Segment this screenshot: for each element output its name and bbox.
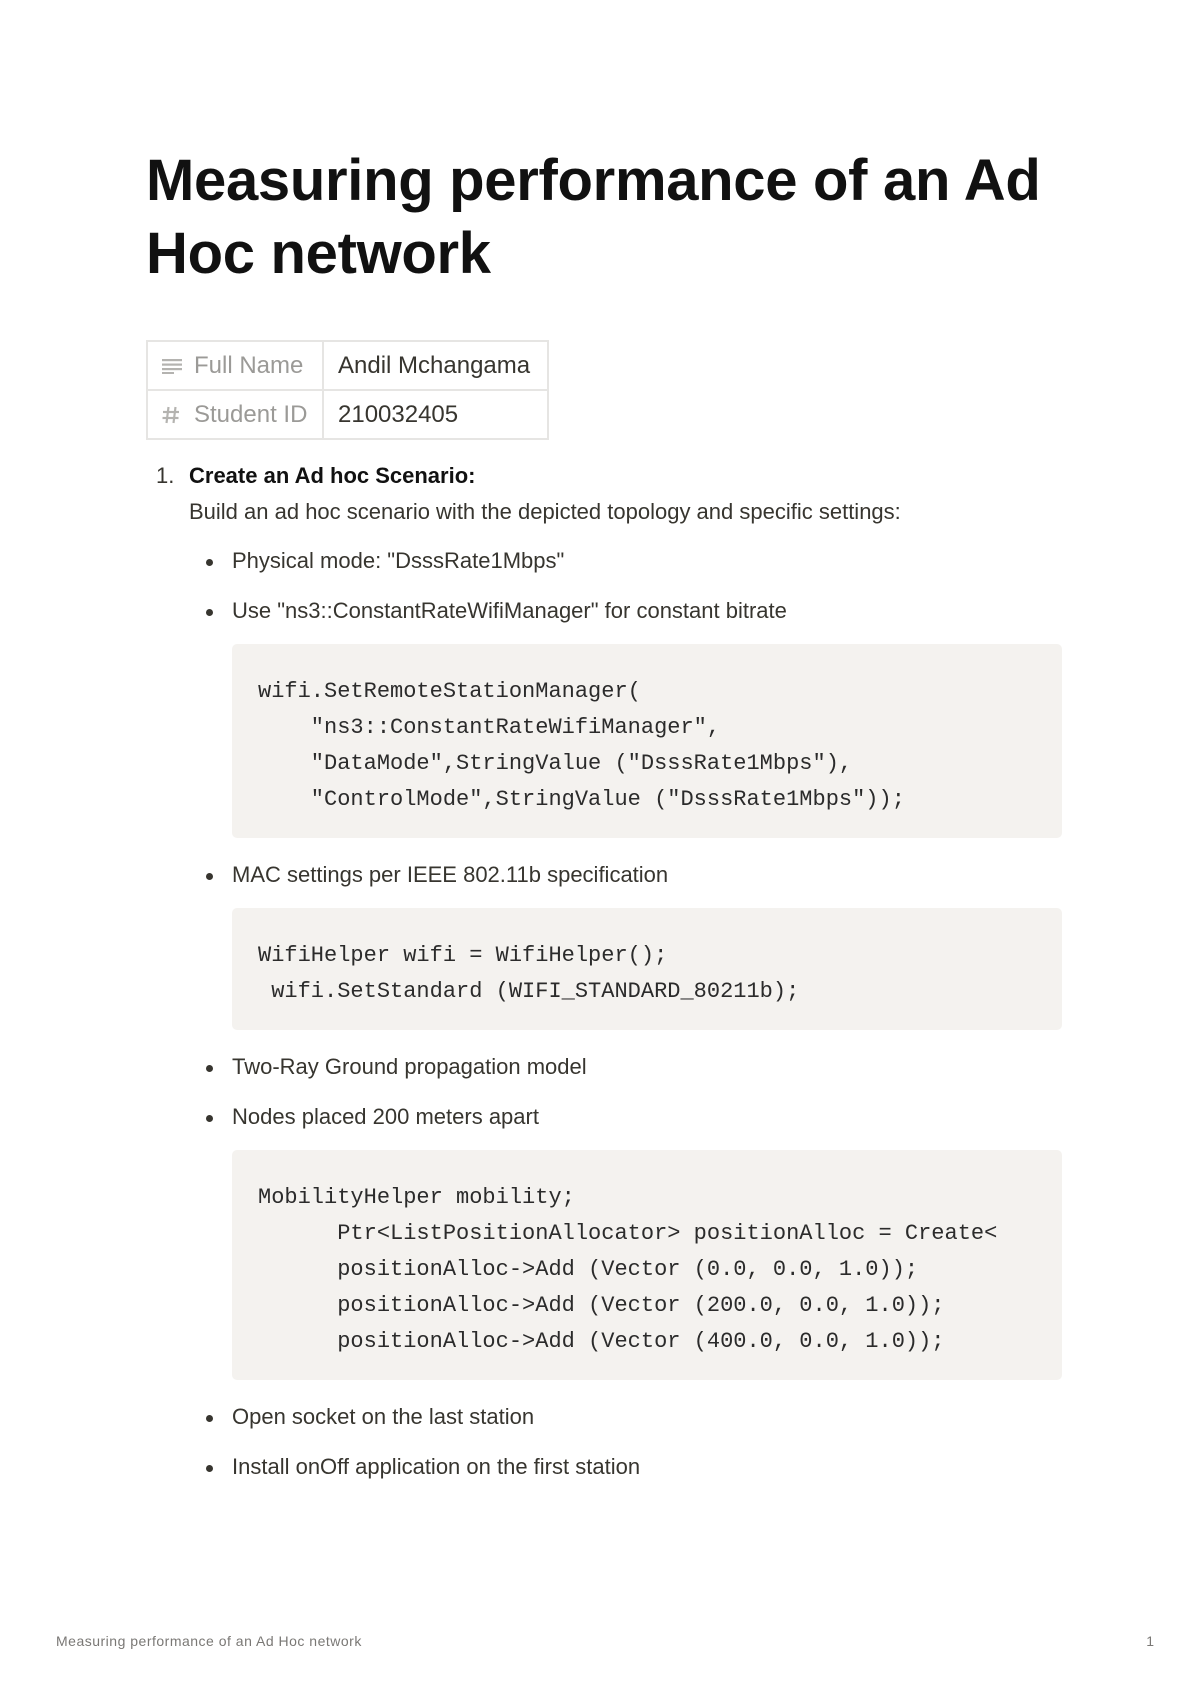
property-row-student-id [147, 390, 548, 439]
page-number: 1 [1146, 1633, 1154, 1649]
list-number: 1. [156, 463, 175, 488]
property-key [147, 341, 323, 390]
code-block[interactable]: WifiHelper wifi = WifiHelper(); wifi.SetStandard (WIFI_STANDARD_80211b); [232, 908, 1062, 1030]
bullet-list [146, 858, 1066, 892]
numbered-list-item [146, 458, 1066, 494]
text-lines-icon [162, 358, 184, 374]
section-title: Create an Ad hoc Scenario: [189, 463, 476, 488]
bullet-item: Physical mode: "DsssRate1Mbps" [232, 544, 1066, 578]
bullet-item: MAC settings per IEEE 802.11b specification [232, 858, 1066, 892]
page-title: Measuring performance of an Ad Hoc network [146, 148, 1041, 286]
bullet-item: Open socket on the last station [232, 1400, 1066, 1434]
properties-table [146, 340, 549, 440]
code-block[interactable]: wifi.SetRemoteStationManager( "ns3::ConstantRateWifiManager", "DataMode",StringValue ("DsssRate1Mbps"), "ControlMode",StringValue ("DsssRate1Mbps")); [232, 644, 1062, 838]
bullet-item: Install onOff application on the first station [232, 1450, 1066, 1484]
property-key [147, 390, 323, 439]
code-block[interactable]: MobilityHelper mobility; Ptr<ListPositionAllocator> positionAlloc = Create< positionAlloc->Add (Vector (0.0, 0.0, 1.0)); positionAlloc->Add (Vector (200.0, 0.0, 1.0)); positionAlloc->Add (Vector (400.0, 0.0, 1.0)); [232, 1150, 1062, 1380]
bullet-item: Use "ns3::ConstantRateWifiManager" for constant bitrate [232, 594, 1066, 628]
property-row-full-name [147, 341, 548, 390]
bullet-list [146, 544, 1066, 628]
property-key-label: Student ID [194, 400, 308, 428]
footer-title: Measuring performance of an Ad Hoc network [56, 1633, 362, 1649]
hash-icon [162, 406, 184, 424]
section-description: Build an ad hoc scenario with the depicted topology and specific settings: [189, 499, 901, 524]
property-value[interactable]: 210032405 [323, 390, 548, 439]
bullet-item: Two-Ray Ground propagation model [232, 1050, 1066, 1084]
document-body [146, 458, 1066, 1500]
property-value[interactable]: Andil Mchangama [323, 341, 548, 390]
bullet-item: Nodes placed 200 meters apart [232, 1100, 1066, 1134]
bullet-list [146, 1400, 1066, 1484]
property-key-label: Full Name [194, 351, 304, 379]
bullet-list [146, 1050, 1066, 1134]
